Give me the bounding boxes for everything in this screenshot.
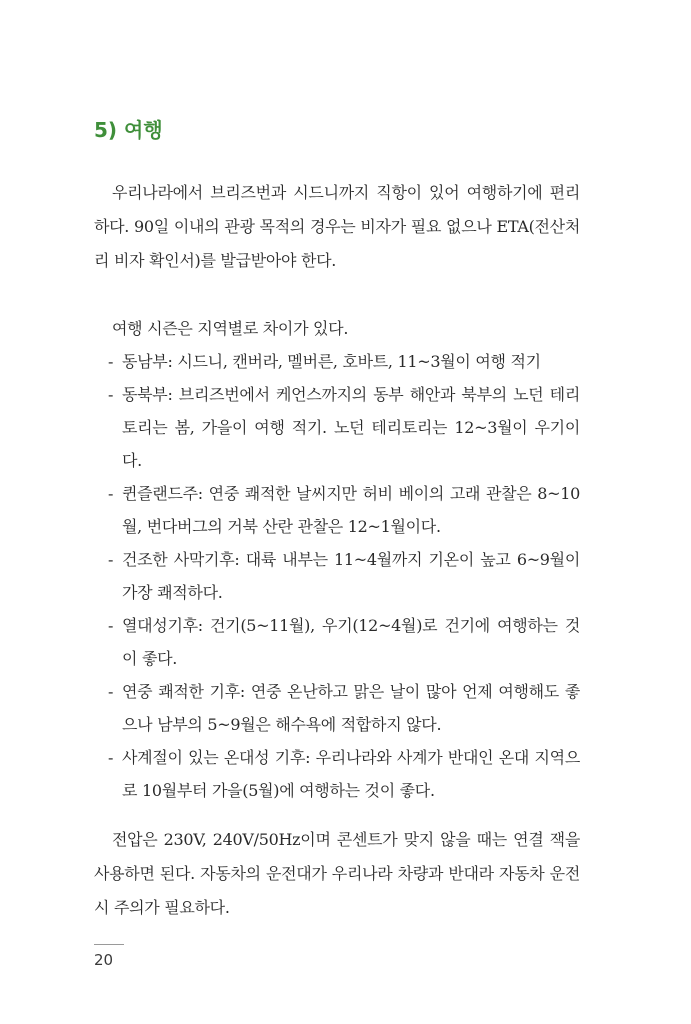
season-section bbox=[94, 312, 580, 807]
season-item-text: 연중 쾌적한 기후: 연중 온난하고 맑은 날이 많아 언제 여행해도 좋으나 남부의 5~9월은 해수욕에 적합하지 않다. bbox=[122, 682, 580, 734]
season-item-text: 건조한 사막기후: 대륙 내부는 11~4월까지 기온이 높고 6~9월이 가장 쾌적하다. bbox=[122, 550, 580, 602]
season-item-text: 퀸즐랜드주: 연중 쾌적한 날씨지만 허비 베이의 고래 관찰은 8~10월, 번다버그의 거북 산란 관찰은 12~1월이다. bbox=[122, 484, 580, 536]
page-number: 20 bbox=[94, 951, 114, 969]
list-dash: - bbox=[108, 484, 114, 503]
season-item-temperate bbox=[94, 741, 580, 807]
list-dash: - bbox=[108, 352, 114, 371]
season-item-northeast bbox=[94, 378, 580, 477]
footer-divider bbox=[94, 944, 124, 945]
season-item-text: 열대성기후: 건기(5~11월), 우기(12~4월)로 건기에 여행하는 것이 좋다. bbox=[122, 616, 580, 668]
season-item-tropical bbox=[94, 609, 580, 675]
list-dash: - bbox=[108, 616, 114, 635]
electricity-paragraph: 전압은 230V, 240V/50Hz이며 콘센트가 맞지 않을 때는 연결 잭을 사용하면 된다. 자동차의 운전대가 우리나라 차량과 반대라 자동차 운전 시 주의가 필요하다. bbox=[94, 830, 580, 917]
season-list bbox=[94, 345, 580, 807]
season-item-text: 동남부: 시드니, 캔버라, 멜버른, 호바트, 11~3월이 여행 적기 bbox=[122, 352, 541, 371]
season-item-mild bbox=[94, 675, 580, 741]
season-item-text: 사계절이 있는 온대성 기후: 우리나라와 사계가 반대인 온대 지역으로 10월부터 가을(5월)에 여행하는 것이 좋다. bbox=[122, 748, 580, 800]
list-dash: - bbox=[108, 550, 114, 569]
season-intro: 여행 시즌은 지역별로 차이가 있다. bbox=[112, 319, 349, 338]
season-item-queensland bbox=[94, 477, 580, 543]
list-dash: - bbox=[108, 385, 114, 404]
season-item-desert bbox=[94, 543, 580, 609]
travel-access-paragraph: 우리나라에서 브리즈번과 시드니까지 직항이 있어 여행하기에 편리하다. 90일 이내의 관광 목적의 경우는 비자가 필요 없으나 ETA(전산처리 비자 확인서)를 발급받아야 한다. bbox=[94, 183, 580, 270]
section-heading: 5) 여행 bbox=[94, 118, 163, 142]
list-dash: - bbox=[108, 682, 114, 701]
list-dash: - bbox=[108, 748, 114, 767]
season-item-text: 동북부: 브리즈번에서 케언스까지의 동부 해안과 북부의 노던 테리토리는 봄, 가을이 여행 적기. 노던 테리토리는 12~3월이 우기이다. bbox=[122, 385, 580, 470]
season-item-southeast bbox=[94, 345, 580, 378]
